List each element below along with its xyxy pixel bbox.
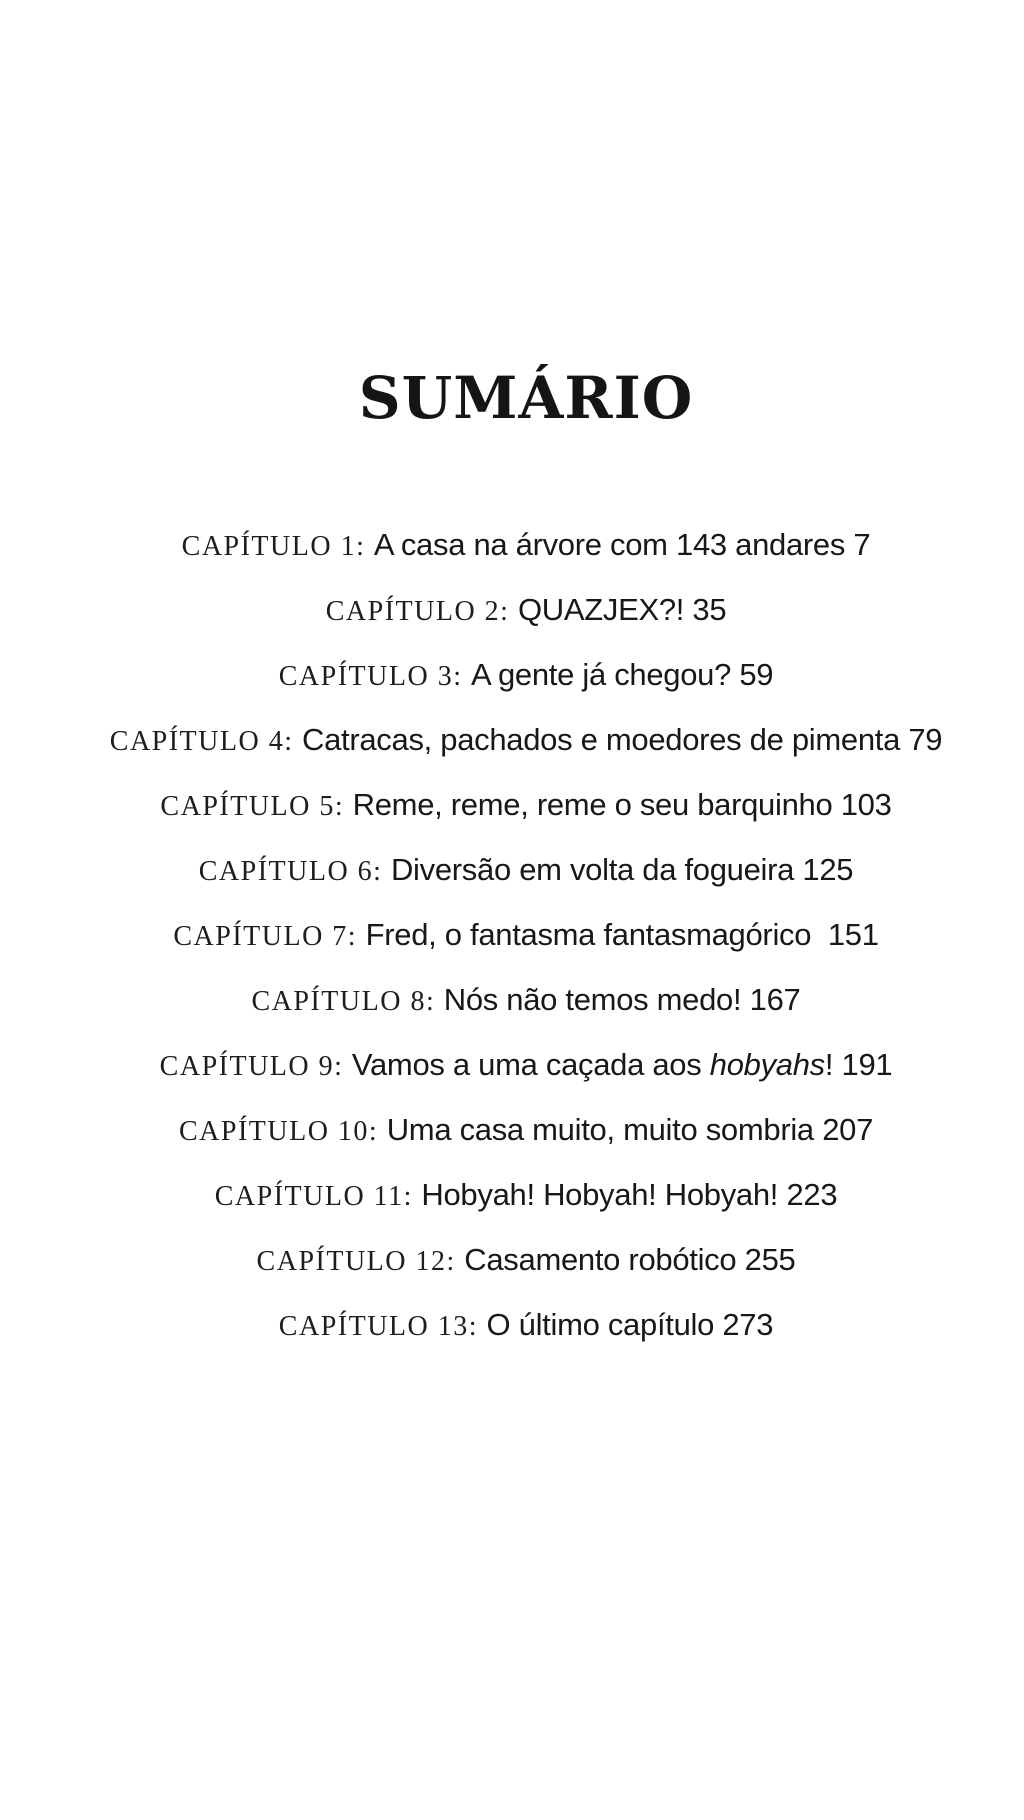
- chapter-title-post: !: [824, 1047, 842, 1082]
- chapter-label: CAPÍTULO 5:: [160, 791, 353, 822]
- page-number: 223: [786, 1177, 838, 1212]
- toc-entry: [28, 707, 1024, 772]
- toc-entry: [28, 837, 1024, 902]
- chapter-title: Nós não temos medo!: [443, 982, 750, 1017]
- chapter-label: CAPÍTULO 4:: [109, 726, 302, 757]
- chapter-title: Hobyah! Hobyah! Hobyah!: [421, 1177, 787, 1212]
- page-number: 35: [692, 592, 727, 627]
- page-number: 59: [739, 657, 774, 692]
- chapter-title: QUAZJEX?!: [517, 592, 693, 627]
- page-number: 167: [749, 982, 801, 1017]
- chapter-title: Uma casa muito, muito sombria: [386, 1112, 823, 1147]
- chapter-label: CAPÍTULO 13:: [278, 1311, 487, 1342]
- page-number: 103: [840, 787, 892, 822]
- page-number: 7: [853, 527, 871, 562]
- chapter-title: Fred, o fantasma fantasmagórico: [365, 917, 828, 952]
- chapter-label: CAPÍTULO 6:: [198, 856, 391, 887]
- toc-entry: [28, 1097, 1024, 1162]
- chapter-title: Vamos a uma caçada aos: [351, 1047, 710, 1082]
- toc-list: [28, 512, 1024, 1357]
- toc-entry: [28, 967, 1024, 1032]
- toc-entry: [28, 1162, 1024, 1227]
- page-number: 191: [841, 1047, 893, 1082]
- toc-entry: [28, 1292, 1024, 1357]
- toc-entry: [28, 902, 1024, 967]
- toc-entry: [28, 1032, 1024, 1097]
- page-title: SUMÁRIO: [358, 364, 694, 432]
- chapter-label: CAPÍTULO 2:: [325, 596, 518, 627]
- toc-entry: [28, 642, 1024, 707]
- toc-entry: [28, 772, 1024, 837]
- chapter-label: CAPÍTULO 1:: [181, 531, 374, 562]
- chapter-label: CAPÍTULO 9:: [159, 1051, 352, 1082]
- page-number: 151: [827, 917, 879, 952]
- chapter-title: Diversão em volta da fogueira: [390, 852, 803, 887]
- chapter-title: A casa na árvore com 143 andares: [373, 527, 854, 562]
- page-number: 125: [802, 852, 854, 887]
- chapter-label: CAPÍTULO 8:: [251, 986, 444, 1017]
- chapter-title: Casamento robótico: [464, 1242, 745, 1277]
- toc-entry: [28, 577, 1024, 642]
- toc-entry: [28, 512, 1024, 577]
- chapter-title-italic: hobyahs: [709, 1047, 825, 1082]
- toc-entry: [28, 1227, 1024, 1292]
- chapter-title: A gente já chegou?: [470, 657, 740, 692]
- chapter-title: Catracas, pachados e moedores de pimenta: [302, 722, 909, 757]
- chapter-title: Reme, reme, reme o seu barquinho: [352, 787, 841, 822]
- chapter-label: CAPÍTULO 3:: [278, 661, 471, 692]
- page-number: 273: [722, 1307, 774, 1342]
- chapter-label: CAPÍTULO 7:: [173, 921, 366, 952]
- chapter-title: O último capítulo: [486, 1307, 723, 1342]
- chapter-label: CAPÍTULO 10:: [178, 1116, 387, 1147]
- chapter-label: CAPÍTULO 12:: [256, 1246, 465, 1277]
- page-number: 207: [822, 1112, 874, 1147]
- page-number: 79: [908, 722, 943, 757]
- chapter-label: CAPÍTULO 11:: [214, 1181, 422, 1212]
- page-number: 255: [744, 1242, 796, 1277]
